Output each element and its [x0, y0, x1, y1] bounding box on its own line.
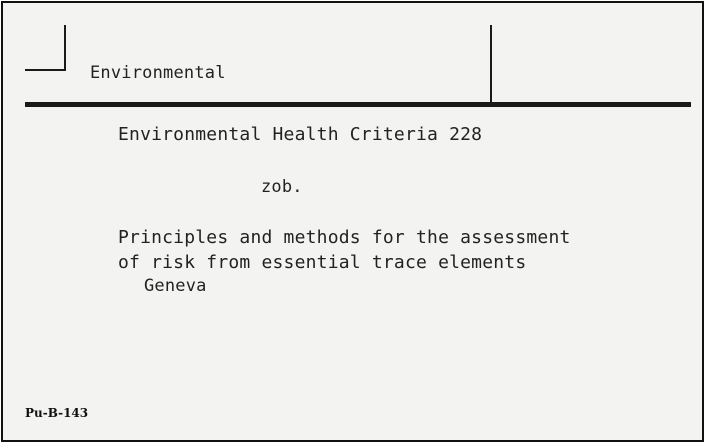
heading-divider-line: [490, 25, 492, 105]
catalog-card: [1, 1, 704, 442]
series-title: Environmental Health Criteria 228: [118, 124, 483, 145]
heading-rule: [25, 102, 691, 107]
card-note: zob.: [261, 177, 303, 197]
subject-heading: Environmental: [90, 63, 226, 83]
title-line: of risk from essential trace elements: [118, 252, 527, 273]
title-line: Principles and methods for the assessment: [118, 227, 571, 248]
call-number: Pu-B-143: [25, 406, 89, 420]
faint-show-through-text: [100, 17, 260, 43]
corner-mark-horizontal: [25, 69, 66, 71]
publication-place: Geneva: [144, 276, 207, 296]
corner-mark-vertical: [64, 25, 66, 70]
